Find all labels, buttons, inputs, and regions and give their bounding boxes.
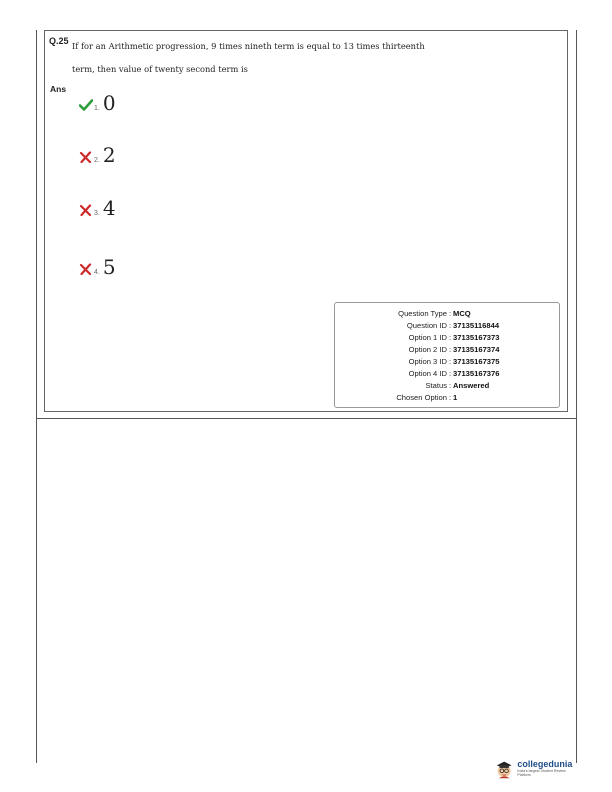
meta-separator: : <box>448 369 452 378</box>
page-border-right <box>576 30 577 763</box>
meta-row-question-id <box>335 321 559 333</box>
meta-row-chosen-option <box>335 393 559 405</box>
meta-label: Question Type <box>398 309 447 318</box>
meta-label: Question ID <box>406 321 447 330</box>
meta-value: Answered <box>453 381 490 390</box>
logo-name: collegedunia <box>517 759 573 770</box>
meta-value: 1 <box>453 393 458 402</box>
meta-row-option-2-id <box>335 345 559 357</box>
divider <box>36 418 577 419</box>
option-number: 2. <box>94 157 100 164</box>
check-icon <box>79 99 93 111</box>
question-metadata-panel <box>334 302 560 408</box>
meta-row-option-3-id <box>335 357 559 369</box>
option-number: 3. <box>94 210 100 217</box>
meta-separator: : <box>448 321 452 330</box>
page-border-left <box>36 30 37 763</box>
option-number: 4. <box>94 269 100 276</box>
meta-row-option-1-id <box>335 333 559 345</box>
meta-label: Option 4 ID <box>408 369 447 378</box>
option-4 <box>79 255 116 279</box>
meta-value: 37135116844 <box>453 321 500 330</box>
meta-separator: : <box>448 393 452 402</box>
meta-label: Status <box>425 381 447 390</box>
meta-label: Option 1 ID <box>408 333 447 342</box>
student-mascot-icon <box>495 758 513 780</box>
meta-value: 37135167376 <box>453 369 500 378</box>
meta-separator: : <box>448 357 452 366</box>
option-value: 2 <box>102 143 116 167</box>
meta-separator: : <box>448 381 452 390</box>
meta-value: 37135167373 <box>453 333 500 342</box>
question-number: Q.25 <box>49 36 69 46</box>
collegedunia-logo <box>495 756 575 782</box>
meta-separator: : <box>448 333 452 342</box>
meta-row-option-4-id <box>335 369 559 381</box>
option-value: 5 <box>102 255 116 279</box>
meta-label: Option 2 ID <box>408 345 447 354</box>
question-text-line-1: If for an Arithmetic progression, 9 times nineth term is equal to 13 times thirteenth <box>72 41 425 51</box>
cross-icon <box>79 204 93 216</box>
logo-tagline: India's largest Student Review Platform <box>517 769 566 777</box>
meta-row-status <box>335 381 559 393</box>
meta-row-question-type <box>335 309 559 321</box>
option-number: 1. <box>94 105 100 112</box>
cross-icon <box>79 263 93 275</box>
meta-value: 37135167375 <box>453 357 500 366</box>
meta-label: Option 3 ID <box>408 357 447 366</box>
option-1 <box>79 91 116 115</box>
option-value: 4 <box>102 196 116 220</box>
meta-separator: : <box>448 345 452 354</box>
option-value: 0 <box>102 91 116 115</box>
meta-value: 37135167374 <box>453 345 500 354</box>
option-2 <box>79 143 116 167</box>
answer-label: Ans <box>50 84 67 94</box>
question-text-line-2: term, then value of twenty second term is <box>72 64 248 74</box>
meta-separator: : <box>448 309 452 318</box>
meta-label: Chosen Option <box>396 393 447 402</box>
cross-icon <box>79 151 93 163</box>
meta-value: MCQ <box>453 309 471 318</box>
option-3 <box>79 196 116 220</box>
